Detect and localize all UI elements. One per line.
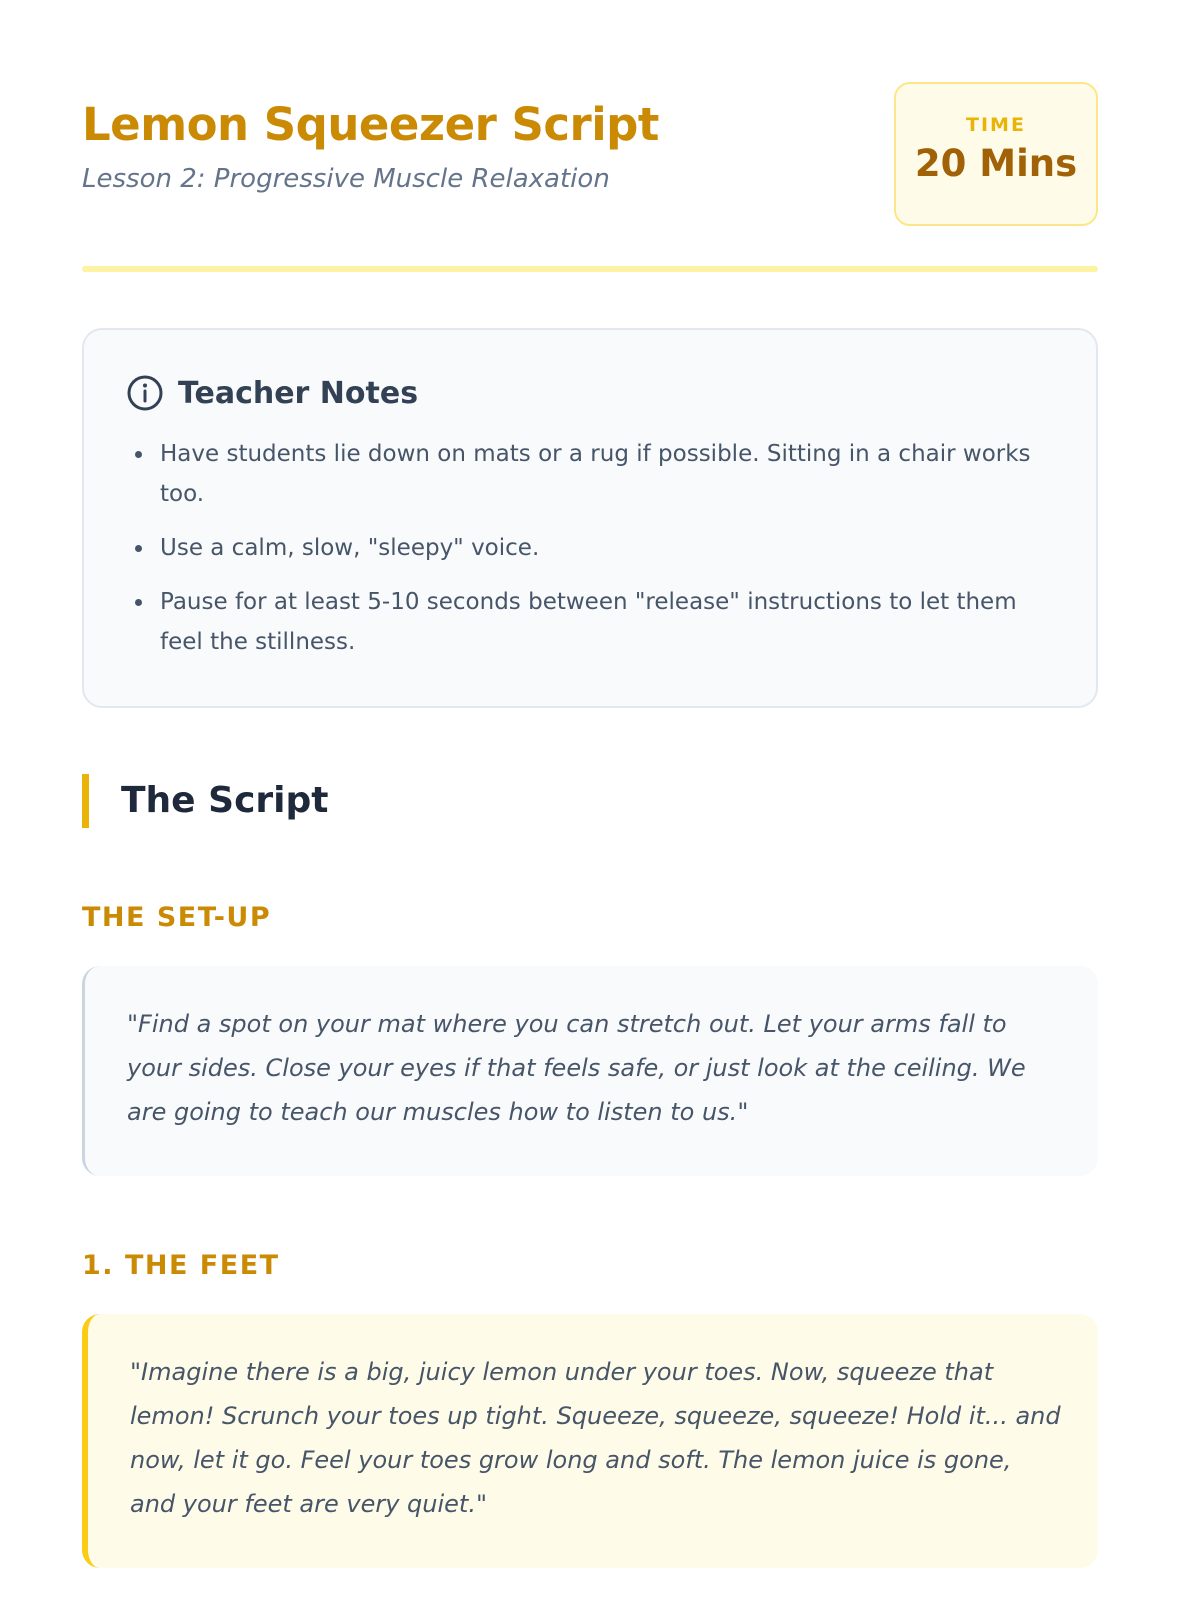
setup-heading: THE SET-UP: [82, 902, 272, 933]
script-section-title: The Script: [82, 774, 328, 828]
list-item: Have students lie down on mats or a rug if possible. Sitting in a chair works too.: [126, 434, 1052, 514]
page-header: [82, 0, 1098, 272]
page-title: Lemon Squeezer Script: [82, 98, 659, 151]
list-item: Pause for at least 5-10 seconds between "release" instructions to let them feel the stillness.: [126, 582, 1052, 662]
time-badge: [894, 82, 1098, 226]
teacher-notes-title: Teacher Notes: [178, 375, 419, 411]
feet-heading: 1. THE FEET: [82, 1250, 280, 1281]
time-value: 20 Mins: [914, 142, 1078, 185]
teacher-notes-header: [126, 374, 1052, 412]
time-label: TIME: [966, 114, 1026, 136]
teacher-notes-card: [82, 328, 1098, 708]
page-subtitle: Lesson 2: Progressive Muscle Relaxation: [82, 164, 610, 194]
list-item: Use a calm, slow, "sleepy" voice.: [126, 528, 1052, 568]
header-divider: [82, 266, 1098, 272]
feet-quote: "Imagine there is a big, juicy lemon under your toes. Now, squeeze that lemon! Scrunch your toes up tight. Squeeze, squeeze, squeeze! Hold it... and now, let it go. Feel your toes grow long and soft. The lemon juice is gone, and your feet are very quiet.": [82, 1314, 1098, 1568]
teacher-notes-list: [126, 434, 1052, 662]
info-icon: [126, 374, 164, 412]
setup-quote: "Find a spot on your mat where you can stretch out. Let your arms fall to your sides. Close your eyes if that feels safe, or just look at the ceiling. We are going to teach our muscles how to listen to us.": [82, 966, 1098, 1176]
